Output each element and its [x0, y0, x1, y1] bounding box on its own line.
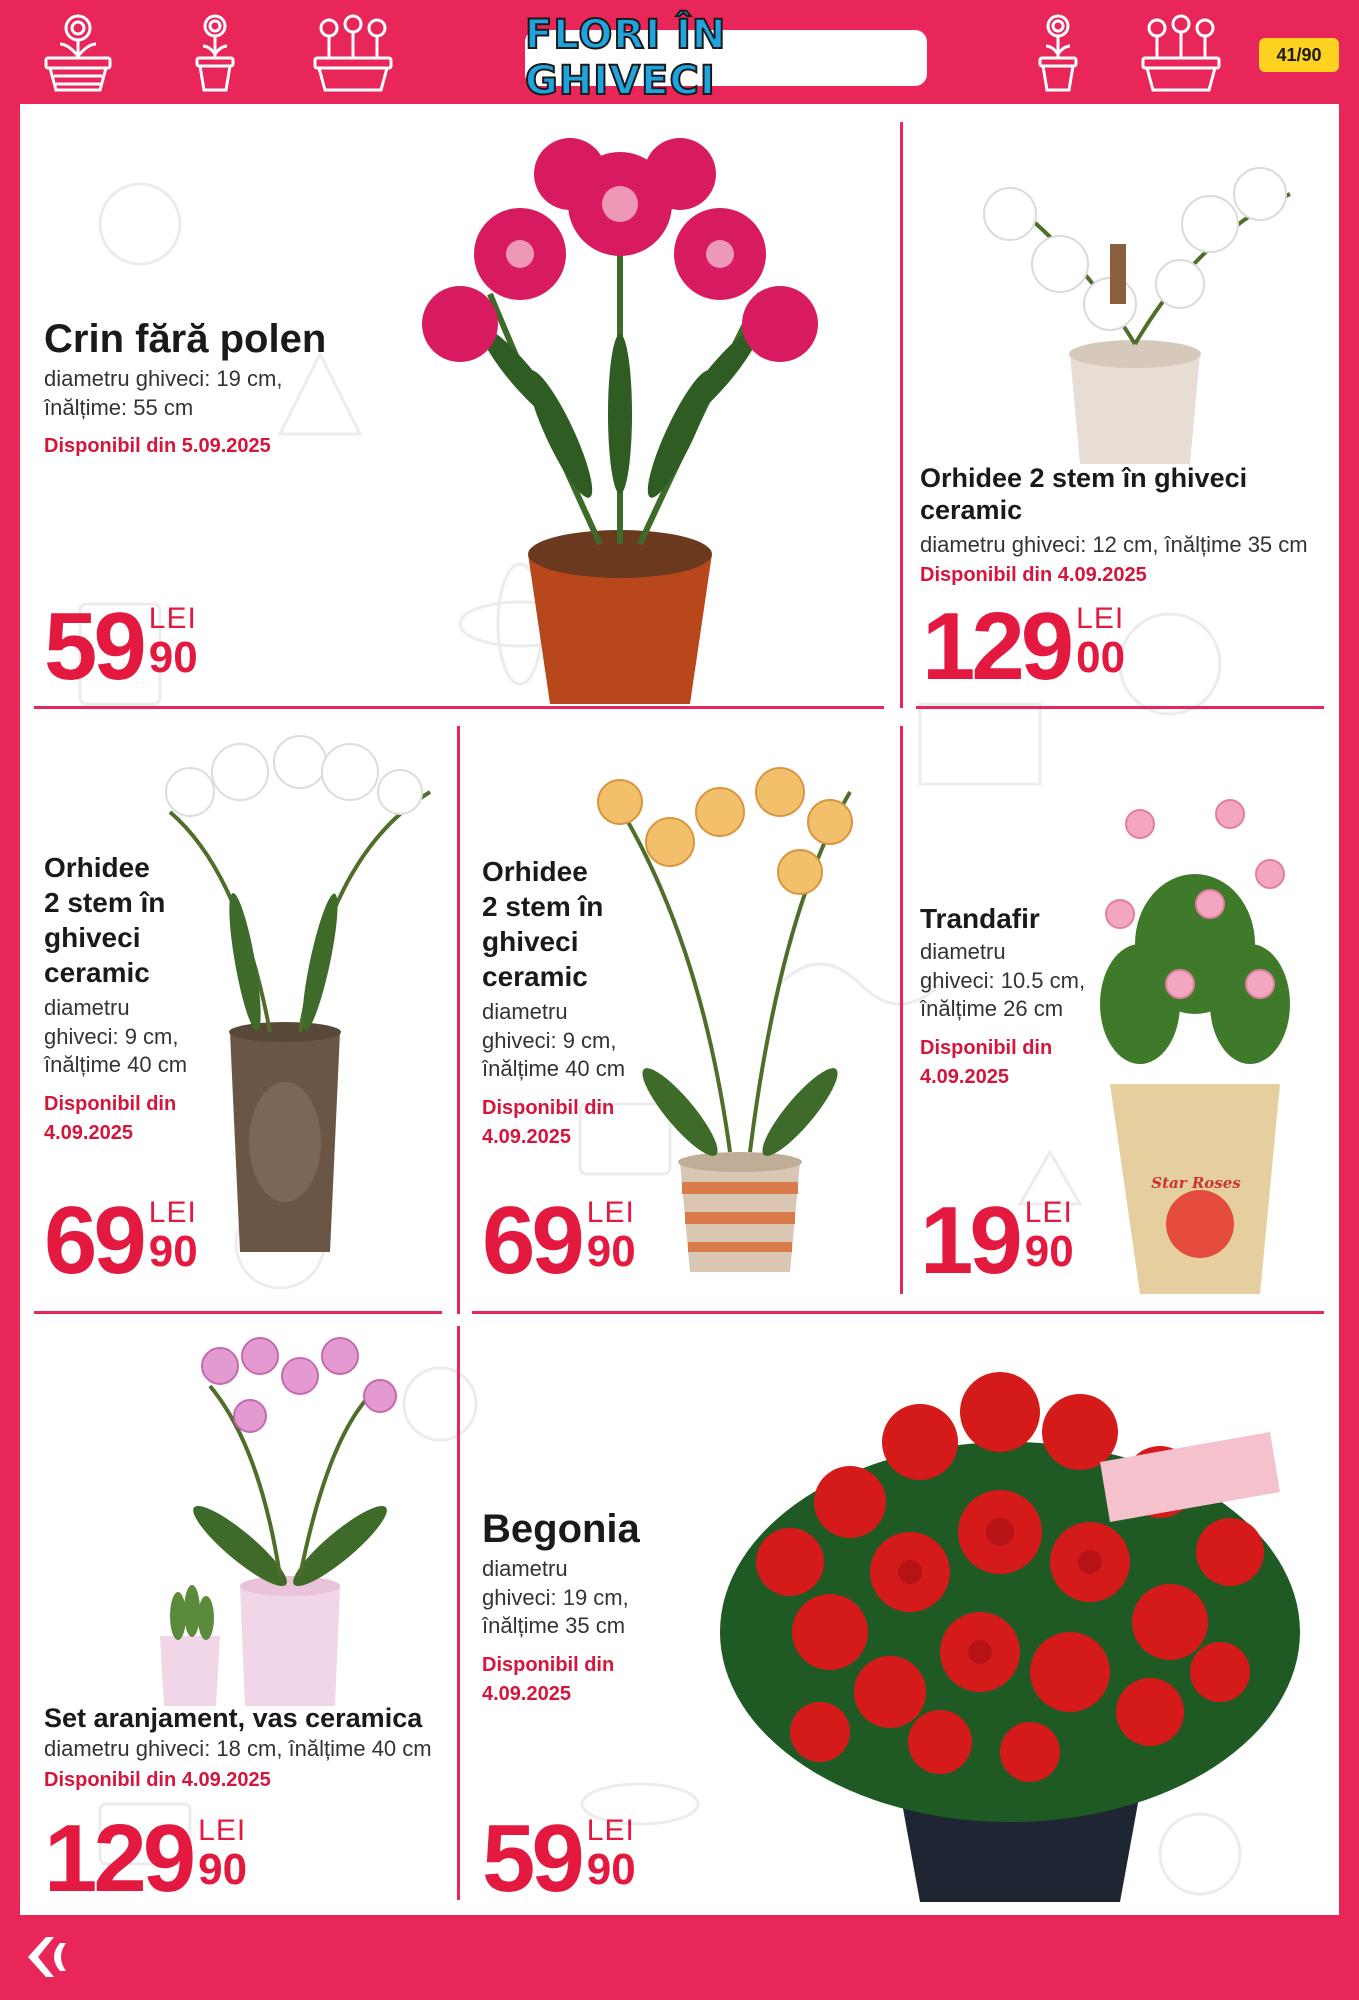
carrefour-logo-icon [26, 1935, 78, 1979]
product-description: diametru ghiveci: 9 cm, înălțime 40 cm [482, 999, 626, 1082]
product-description: diametru ghiveci: 12 cm, înălțime 35 cm [920, 531, 1308, 557]
price-integer: 59 [44, 593, 143, 700]
availability-date: Disponibil din 4.09.2025 [482, 1653, 615, 1705]
lily-plant-image [400, 114, 840, 704]
price-integer: 129 [922, 593, 1071, 700]
product-name: Orhidee 2 stem în ghiveci ceramic [482, 856, 604, 992]
red-begonia-image [710, 1332, 1310, 1912]
currency: LEI [586, 1814, 635, 1847]
pot-label: Star Roses [1151, 1174, 1241, 1192]
product-name: Orhidee 2 stem în ghiveci ceramic [44, 852, 166, 988]
rose-plant-image [1080, 784, 1310, 1304]
product-card [44, 318, 384, 461]
currency: LEI [1076, 602, 1125, 635]
divider [34, 706, 884, 709]
product-description: diametru ghiveci: 9 cm, înălțime 40 cm [44, 995, 188, 1078]
availability-date: Disponibil din 4.09.2025 [44, 1768, 271, 1791]
price-decimals: 90 [586, 1845, 636, 1894]
page-number-badge: 41/90 [1259, 38, 1339, 72]
divider [916, 706, 1324, 709]
product-description: diametru ghiveci: 10.5 cm, înălțime 26 cm [920, 939, 1086, 1022]
availability-date: Disponibil din 5.09.2025 [44, 435, 271, 458]
divider [900, 122, 903, 708]
price-decimals: 90 [586, 1227, 636, 1276]
product-description: diametru ghiveci: 19 cm, înălțime: 55 cm [44, 366, 283, 420]
flower-box-icon [311, 14, 395, 92]
price-decimals: 90 [1024, 1227, 1074, 1276]
divider [457, 1326, 460, 1900]
section-title [525, 12, 927, 104]
pink-orchid-set-image [130, 1326, 430, 1726]
price-integer: 59 [482, 1805, 581, 1912]
availability-date: Disponibil din 4.09.2025 [920, 564, 1147, 587]
currency: LEI [1024, 1196, 1073, 1229]
header [0, 0, 1359, 104]
product-description: diametru ghiveci: 18 cm, înălțime 40 cm [44, 1736, 432, 1762]
white-orchid-image [960, 134, 1320, 474]
price-tag [482, 1187, 636, 1294]
price-integer: 129 [44, 1805, 193, 1912]
currency: LEI [586, 1196, 635, 1229]
section-title-text: FLORI ÎN GHIVECI [525, 12, 727, 104]
product-name: Begonia [482, 1507, 640, 1551]
divider [900, 726, 903, 1294]
availability-date: Disponibil din 4.09.2025 [44, 1092, 177, 1144]
price-tag [482, 1805, 636, 1912]
flower-box-icon [40, 14, 116, 92]
currency: LEI [148, 602, 197, 635]
divider [457, 726, 460, 1314]
divider [472, 1311, 1324, 1314]
price-tag [44, 1187, 198, 1294]
product-card [920, 462, 1330, 590]
price-tag [44, 593, 198, 700]
product-name: Trandafir [920, 903, 1040, 934]
price-tag [44, 1805, 248, 1912]
currency: LEI [148, 1196, 197, 1229]
price-decimals: 90 [198, 1845, 248, 1894]
availability-date: Disponibil din 4.09.2025 [920, 1037, 1053, 1089]
price-tag [922, 593, 1126, 700]
product-name: Orhidee 2 stem în ghiveci ceramic [920, 463, 1248, 526]
flower-pot-icon [193, 14, 237, 92]
product-panel [20, 104, 1339, 1915]
price-integer: 19 [920, 1187, 1019, 1294]
price-decimals: 00 [1076, 633, 1126, 682]
price-integer: 69 [482, 1187, 581, 1294]
divider [34, 1311, 442, 1314]
flower-pot-icon [1036, 14, 1080, 92]
price-decimals: 90 [148, 1227, 198, 1276]
price-tag [920, 1187, 1074, 1294]
price-decimals: 90 [148, 633, 198, 682]
product-description: diametru ghiveci: 19 cm, înălțime 35 cm [482, 1556, 629, 1639]
product-name: Crin fără polen [44, 317, 327, 361]
product-name: Set aranjament, vas ceramica [44, 1703, 423, 1733]
price-integer: 69 [44, 1187, 143, 1294]
currency: LEI [198, 1814, 247, 1847]
product-card [44, 1704, 464, 1795]
availability-date: Disponibil din 4.09.2025 [482, 1096, 615, 1148]
flower-box-icon [1139, 14, 1223, 92]
product-card [482, 1508, 702, 1709]
